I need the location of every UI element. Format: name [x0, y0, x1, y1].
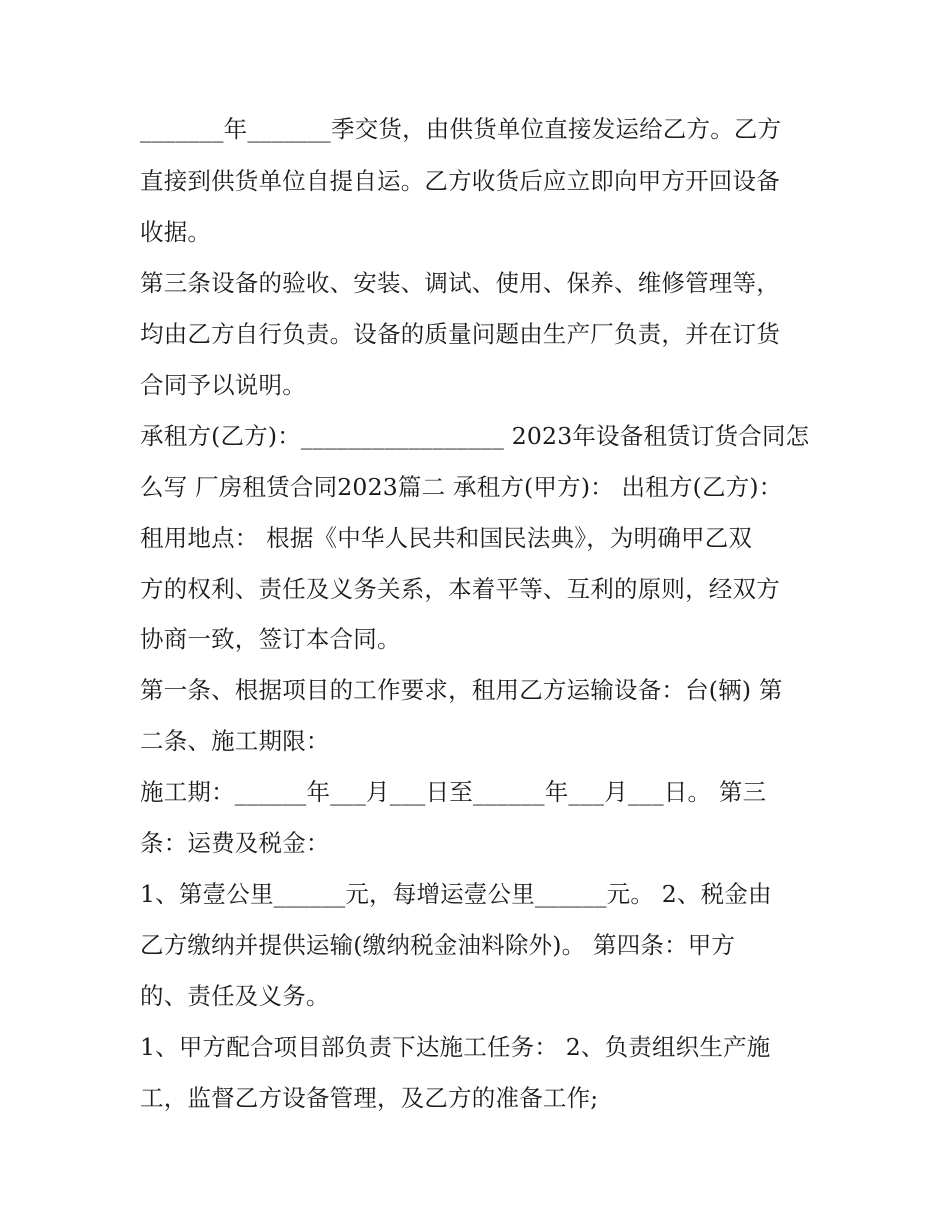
text-line: 工，监督乙方设备管理，及乙方的准备工作;	[140, 1084, 599, 1112]
text-line: 乙方缴纳并提供运输(缴纳税金油料除外)。 第四条：甲方	[140, 931, 736, 959]
text-line: 1、甲方配合项目部负责下达施工任务： 2、负责组织生产施	[140, 1033, 771, 1061]
text-line: 第三条设备的验收、安装、调试、使用、保养、维修管理等，	[140, 269, 780, 297]
text-line: 么写 厂房租赁合同2023篇二 承租方(甲方)： 出租方(乙方)：	[140, 473, 783, 501]
text-line: 承租方(乙方)：_________________ 2023年设备租赁订货合同怎	[140, 422, 810, 450]
text-line: 收据。	[140, 218, 212, 246]
text-line: 协商一致，签订本合同。	[140, 625, 401, 653]
text-line: 1、第壹公里______元，每增运壹公里______元。 2、税金由	[140, 880, 772, 908]
text-line: 第一条、根据项目的工作要求，租用乙方运输设备：台(辆) 第	[140, 676, 783, 704]
text-line: 的、责任及义务。	[140, 982, 330, 1010]
text-line: 均由乙方自行负责。设备的质量问题由生产厂负责，并在订货	[140, 320, 780, 348]
text-line: 二条、施工期限：	[140, 727, 330, 755]
text-line: 租用地点： 根据《中华人民共和国民法典》，为明确甲乙双	[140, 524, 753, 552]
text-line: 施工期：______年___月___日至______年___月___日。 第三	[140, 778, 767, 806]
text-line: 直接到供货单位自提自运。乙方收货后应立即向甲方开回设备	[140, 167, 780, 195]
text-line: 合同予以说明。	[140, 371, 306, 399]
text-line: _______年_______季交货，由供货单位直接发运给乙方。乙方	[140, 115, 782, 143]
text-line: 方的权利、责任及义务关系，本着平等、互利的原则，经双方	[140, 575, 780, 603]
text-line: 条：运费及税金：	[140, 829, 330, 857]
